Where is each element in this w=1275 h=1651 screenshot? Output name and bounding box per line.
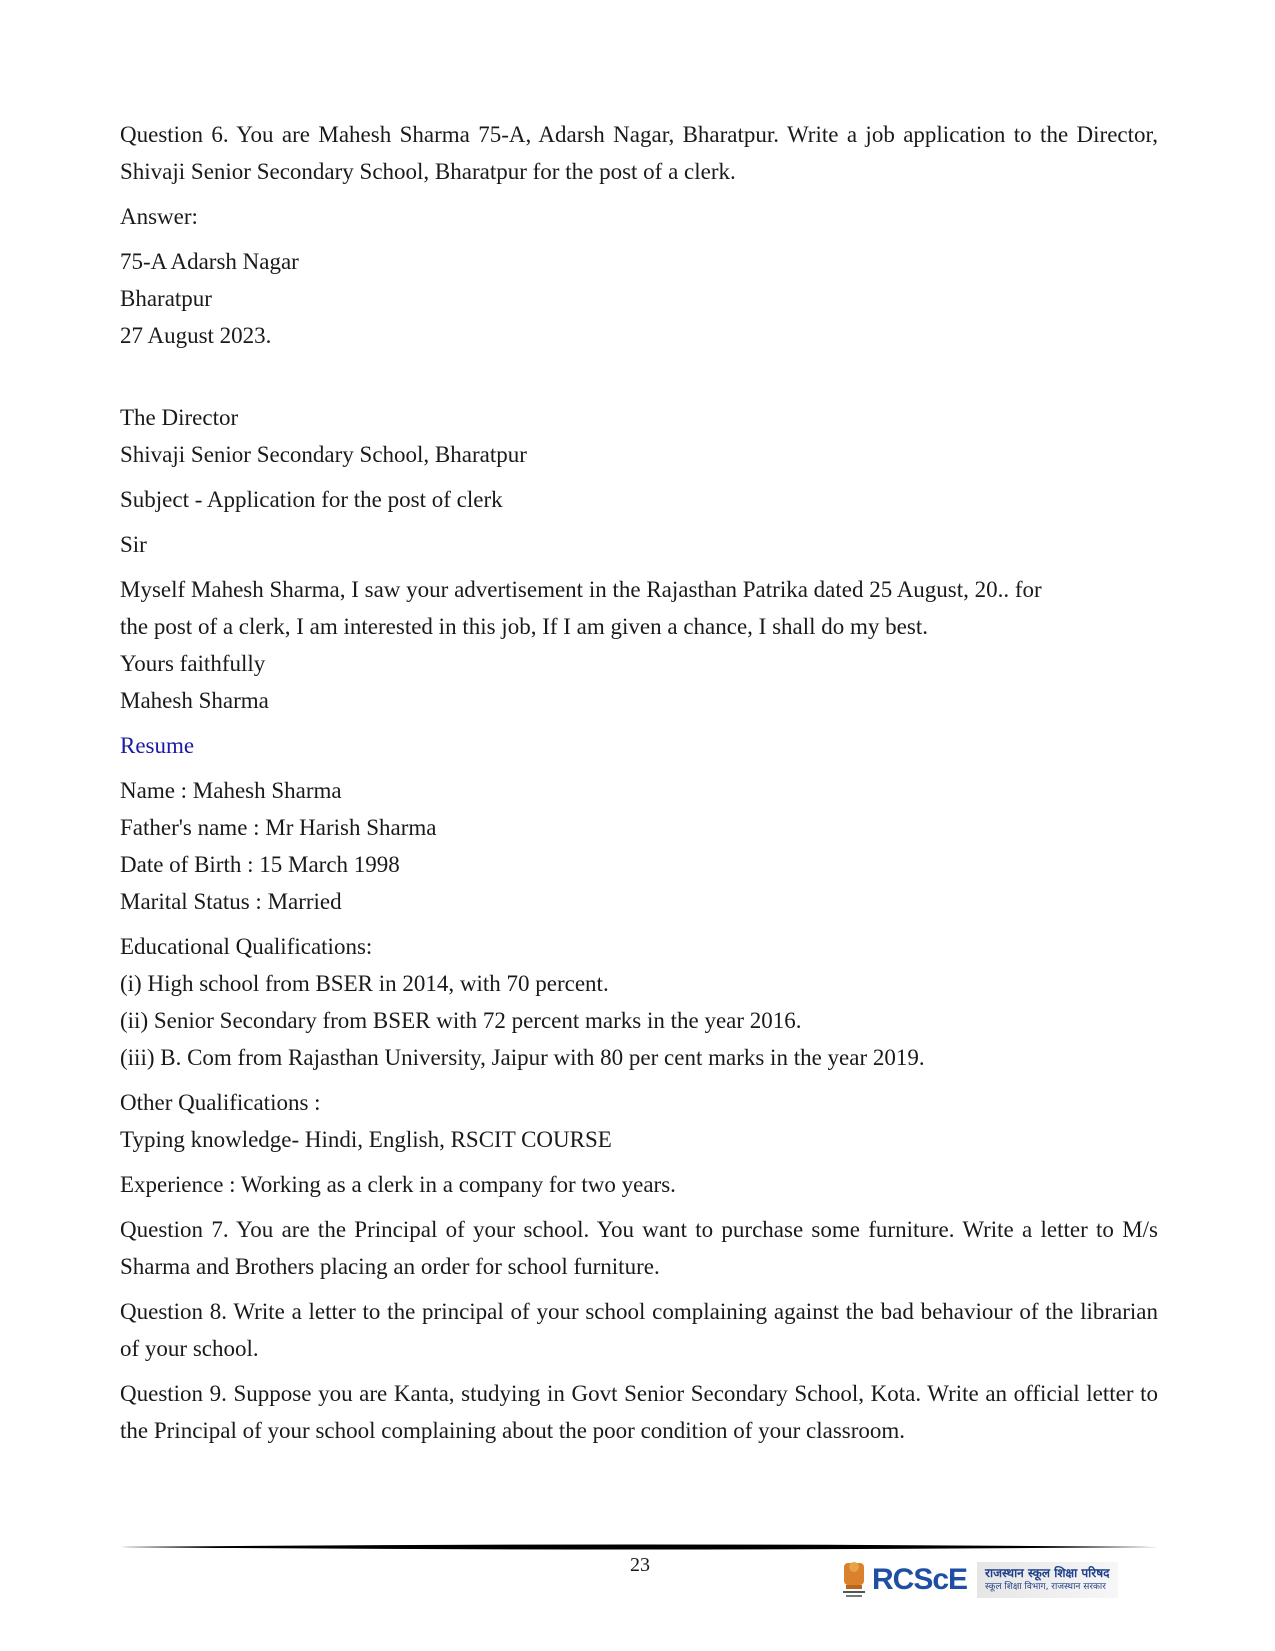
- question-7: Question 7. You are the Principal of your school. You want to purchase some furniture. Write a letter to M/s Sharma and Brothers placing an order for school furniture.: [120, 1217, 1158, 1279]
- answer-label: Answer:: [120, 204, 198, 229]
- page-number: 23: [630, 1554, 650, 1576]
- sender-address-line1: 75-A Adarsh Nagar: [120, 249, 299, 274]
- footer-divider: [120, 1544, 1158, 1550]
- logo-subtitle: स्कूल शिक्षा विभाग, राजस्थान सरकार: [985, 1582, 1106, 1592]
- logo-text: [977, 1562, 1117, 1598]
- question-6: Question 6. You are Mahesh Sharma 75-A, Adarsh Nagar, Bharatpur. Write a job application to the Director, Shivaji Senior Secondary School, Bharatpur for the post of a clerk.: [120, 122, 1158, 184]
- resume-name: Name : Mahesh Sharma: [120, 778, 342, 803]
- resume-father-name: Father's name : Mr Harish Sharma: [120, 815, 437, 840]
- letter-signature: Mahesh Sharma: [120, 688, 269, 713]
- education-item: (i) High school from BSER in 2014, with 70 percent.: [120, 971, 609, 996]
- letter-subject: Subject - Application for the post of clerk: [120, 487, 503, 512]
- letter-body-line2: the post of a clerk, I am interested in this job, If I am given a chance, I shall do my best.: [120, 614, 928, 639]
- document-page: [120, 116, 1158, 1449]
- logo-abbreviation: RCScE: [872, 1563, 968, 1596]
- recipient-line1: The Director: [120, 405, 239, 430]
- logo-title: राजस्थान स्कूल शिक्षा परिषद: [985, 1566, 1110, 1580]
- resume-heading: Resume: [120, 733, 195, 758]
- education-item: (ii) Senior Secondary from BSER with 72 percent marks in the year 2016.: [120, 1008, 802, 1033]
- sender-address-line2: Bharatpur: [120, 286, 212, 311]
- other-qualifications-detail: Typing knowledge- Hindi, English, RSCIT COURSE: [120, 1127, 612, 1152]
- experience: Experience : Working as a clerk in a company for two years.: [120, 1172, 676, 1197]
- education-heading: Educational Qualifications:: [120, 934, 373, 959]
- letter-date: 27 August 2023.: [120, 323, 272, 348]
- salutation: Sir: [120, 532, 147, 557]
- question-9: Question 9. Suppose you are Kanta, studying in Govt Senior Secondary School, Kota. Write an official letter to the Principal of your school complaining about the poor condition of your classroom.: [120, 1381, 1158, 1443]
- other-qualifications-heading: Other Qualifications :: [120, 1090, 321, 1115]
- recipient-line2: Shivaji Senior Secondary School, Bharatpur: [120, 442, 527, 467]
- resume-dob: Date of Birth : 15 March 1998: [120, 852, 400, 877]
- state-emblem-icon: [840, 1557, 868, 1603]
- letter-body-line1: Myself Mahesh Sharma, I saw your advertisement in the Rajasthan Patrika dated 25 August, 20.. for: [120, 577, 1042, 602]
- rcsce-logo: [840, 1556, 1120, 1604]
- resume-marital-status: Marital Status : Married: [120, 889, 342, 914]
- letter-closing: Yours faithfully: [120, 651, 266, 676]
- question-8: Question 8. Write a letter to the principal of your school complaining against the bad behaviour of the librarian of your school.: [120, 1299, 1158, 1361]
- education-item: (iii) B. Com from Rajasthan University, Jaipur with 80 per cent marks in the year 2019.: [120, 1045, 925, 1070]
